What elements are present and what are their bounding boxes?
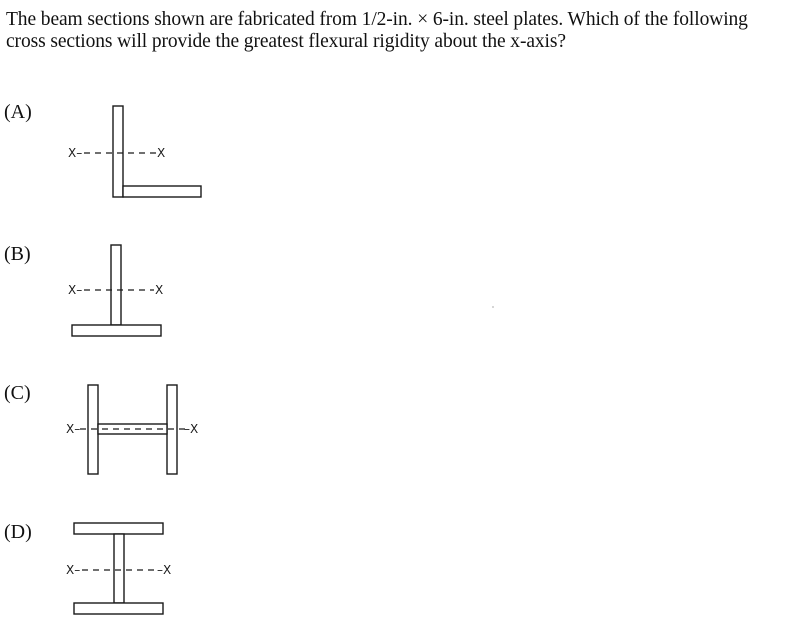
section-b-tee: [68, 245, 163, 336]
section-c-h-shape: [66, 385, 198, 474]
section-a-axis-label-right: X: [157, 146, 166, 160]
section-d-web-plate: [114, 534, 124, 603]
section-c-axis-label-right: –X: [184, 422, 199, 436]
section-b-axis-label-left: X–: [68, 283, 83, 297]
option-c-label: (C): [4, 382, 31, 404]
section-d-bottom-flange-plate: [74, 603, 163, 614]
section-a-axis-label-left: X–: [68, 146, 83, 160]
section-b-web-plate: [111, 245, 121, 325]
section-a-vertical-plate: [113, 106, 123, 197]
section-d-i-beam: [66, 523, 171, 614]
option-d-label: (D): [4, 521, 32, 543]
section-a-angle: [68, 106, 201, 197]
section-d-top-flange-plate: [74, 523, 163, 534]
option-b-label: (B): [4, 243, 31, 265]
section-b-flange-plate: [72, 325, 161, 336]
section-a-horizontal-plate: [123, 186, 201, 197]
section-b-axis-label-right: X: [155, 283, 164, 297]
option-a-label: (A): [4, 101, 32, 123]
section-c-axis-label-left: X–: [66, 422, 81, 436]
section-d-axis-label-right: –X: [157, 563, 172, 577]
question-text: The beam sections shown are fabricated from 1/2-in. × 6-in. steel plates. Which of the following cross sections will provide the greatest flexural rigidity about the x-axis?: [6, 9, 748, 52]
section-d-axis-label-left: X–: [66, 563, 81, 577]
section-c-web-plate: [98, 424, 167, 434]
scan-speck: [492, 306, 494, 308]
